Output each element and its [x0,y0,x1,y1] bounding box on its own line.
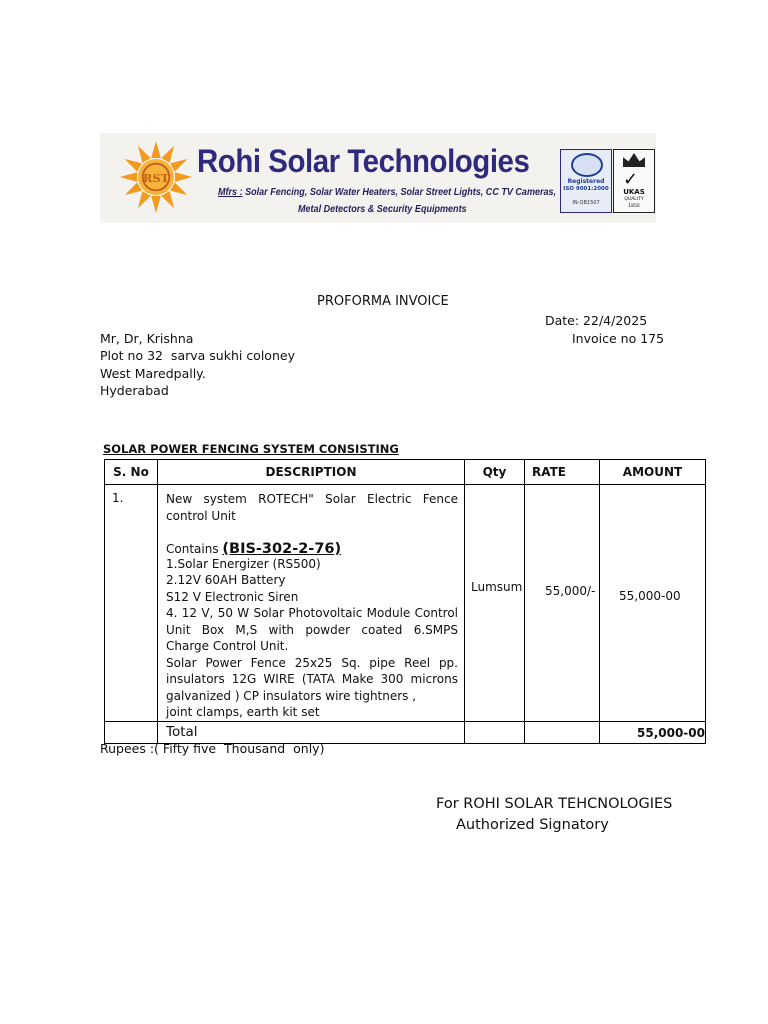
cell-sno: 1. [105,485,158,722]
customer-name: Mr, Dr, Krishna [100,331,194,346]
customer-city: Hyderabad [100,383,169,398]
ukas-text: UKAS [623,188,645,196]
ukas-quality-text: QUALITY [624,197,644,202]
iso-standard-text: ISO 9001:2000 [563,186,609,192]
description-intro: New system ROTECH" Solar Electric Fence control Unit [166,492,458,523]
contains-label: Contains [166,542,223,556]
sun-logo-icon [118,137,194,217]
invoice-title: PROFORMA INVOICE [317,294,449,309]
customer-address-line: West Maredpally. [100,366,206,381]
header-sno: S. No [105,460,158,485]
signature-for-line: For ROHI SOLAR TEHCNOLOGIES [436,796,673,812]
ukas-number-text: 1856 [628,204,640,209]
total-label: Total [158,721,465,743]
mfrs-products: Solar Fencing, Solar Water Heaters, Solar Street Lights, CC TV Cameras, [242,186,557,198]
authorized-signatory: Authorized Signatory [456,817,609,833]
iso-code-text: IN-QB1507 [572,200,600,206]
amount-in-words: Rupees :( Fifty five Thousand only) [100,741,325,756]
total-empty-cell [525,721,600,743]
mfrs-label: Mfrs : [218,186,243,198]
header-amount: AMOUNT [600,460,706,485]
iso-emblem-icon [571,153,603,177]
description-items: 1.Solar Energizer (RS500) 2.12V 60AH Battery S12 V Electronic Siren 4. 12 V, 50 W Solar Photovoltaic Module Control Unit Box M,S with powder coated 6.SMPS Charge Control Unit. Solar Power Fence 25x25 Sq. pipe Reel pp. insulators 12G WIRE (TATA Make 300 microns galvanized ) CP insulators wire tightners , joint clamps, earth kit set [166,556,458,719]
table-header-row [105,460,706,485]
customer-address-line: Plot no 32 sarva sukhi coloney [100,348,295,363]
company-name: Rohi Solar Technologies [197,143,530,179]
letterhead-banner [100,133,656,223]
total-empty-cell [465,721,525,743]
cell-rate: 55,000/- [525,485,600,722]
svg-text:RST: RST [142,170,170,185]
manufacturer-line-2: Metal Detectors & Security Equipments [298,203,467,215]
check-icon: ✓ [623,169,639,190]
table-row [105,485,706,722]
header-rate: RATE [525,460,600,485]
invoice-date: Date: 22/4/2025 [545,313,648,328]
header-qty: Qty [465,460,525,485]
total-amount: 55,000-00 [600,721,706,743]
bis-code: (BIS-302-2-76) [222,541,342,557]
cell-qty: Lumsum [465,485,525,722]
items-table [104,459,706,744]
section-heading: SOLAR POWER FENCING SYSTEM CONSISTING [103,442,399,456]
manufacturer-line-1 [218,186,556,198]
cell-amount: 55,000-00 [600,485,706,722]
iso-registered-text: Registered [567,178,605,185]
invoice-number: Invoice no 175 [572,331,665,346]
header-description: DESCRIPTION [158,460,465,485]
ukas-badge [613,149,655,213]
crown-icon [623,153,645,167]
cell-description [158,485,465,722]
iso-certification-badge [560,149,612,213]
